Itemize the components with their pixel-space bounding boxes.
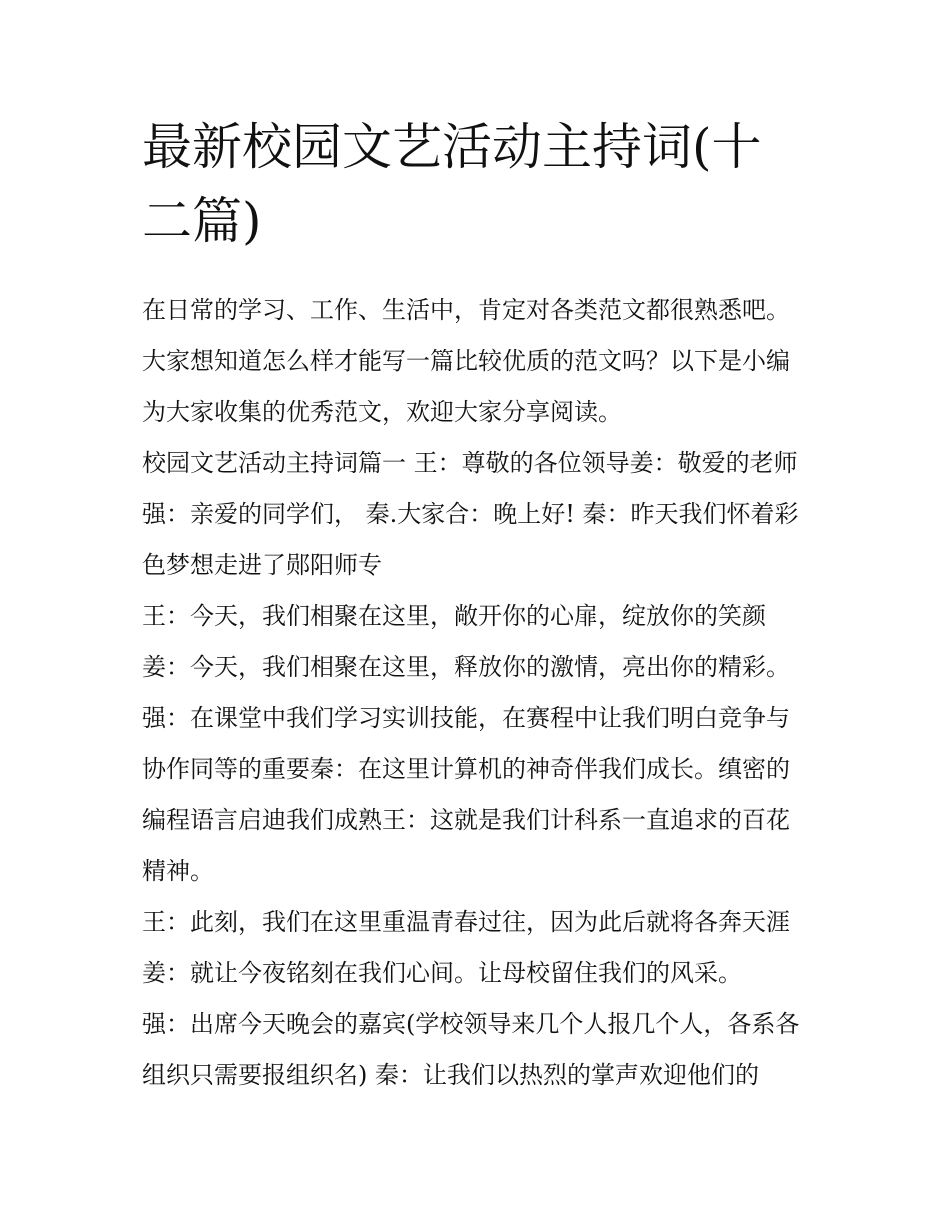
document-body — [142, 285, 810, 1101]
paragraph: 姜：就让今夜铭刻在我们心间。让母校留住我们的风采。 — [142, 959, 742, 987]
paragraph: 强：在课堂中我们学习实训技能，在赛程中让我们明白竞争与协作同等的重要秦：在这里计算机的神奇伴我们成长。缜密的编程语言启迪我们成熟王：这就是我们计科系一直追求的百花精神。 — [142, 704, 790, 885]
paragraph: 强：出席今天晚会的嘉宾(学校领导来几个人报几个人，各系各组织只需要报组织名) 秦：让我们以热烈的掌声欢迎他们的 — [142, 1010, 800, 1089]
paragraph: 王：此刻，我们在这里重温青春过往，因为此后就将各奔天涯 — [142, 908, 790, 936]
paragraph: 姜：今天，我们相聚在这里，释放你的激情，亮出你的精彩。 — [142, 653, 790, 681]
paragraph-intro: 在日常的学习、工作、生活中，肯定对各类范文都很熟悉吧。大家想知道怎么样才能写一篇比较优质的范文吗？以下是小编为大家收集的优秀范文，欢迎大家分享阅读。 — [142, 296, 790, 426]
document-title: 最新校园文艺活动主持词(十二篇) — [142, 118, 762, 250]
paragraph: 王：今天，我们相聚在这里，敞开你的心扉，绽放你的笑颜 — [142, 602, 766, 630]
paragraph-opening: 校园文艺活动主持词篇一 王：尊敬的各位领导姜：敬爱的老师强：亲爱的同学们， 秦.大家合：晚上好! 秦：昨天我们怀着彩色梦想走进了郧阳师专 — [142, 449, 799, 579]
